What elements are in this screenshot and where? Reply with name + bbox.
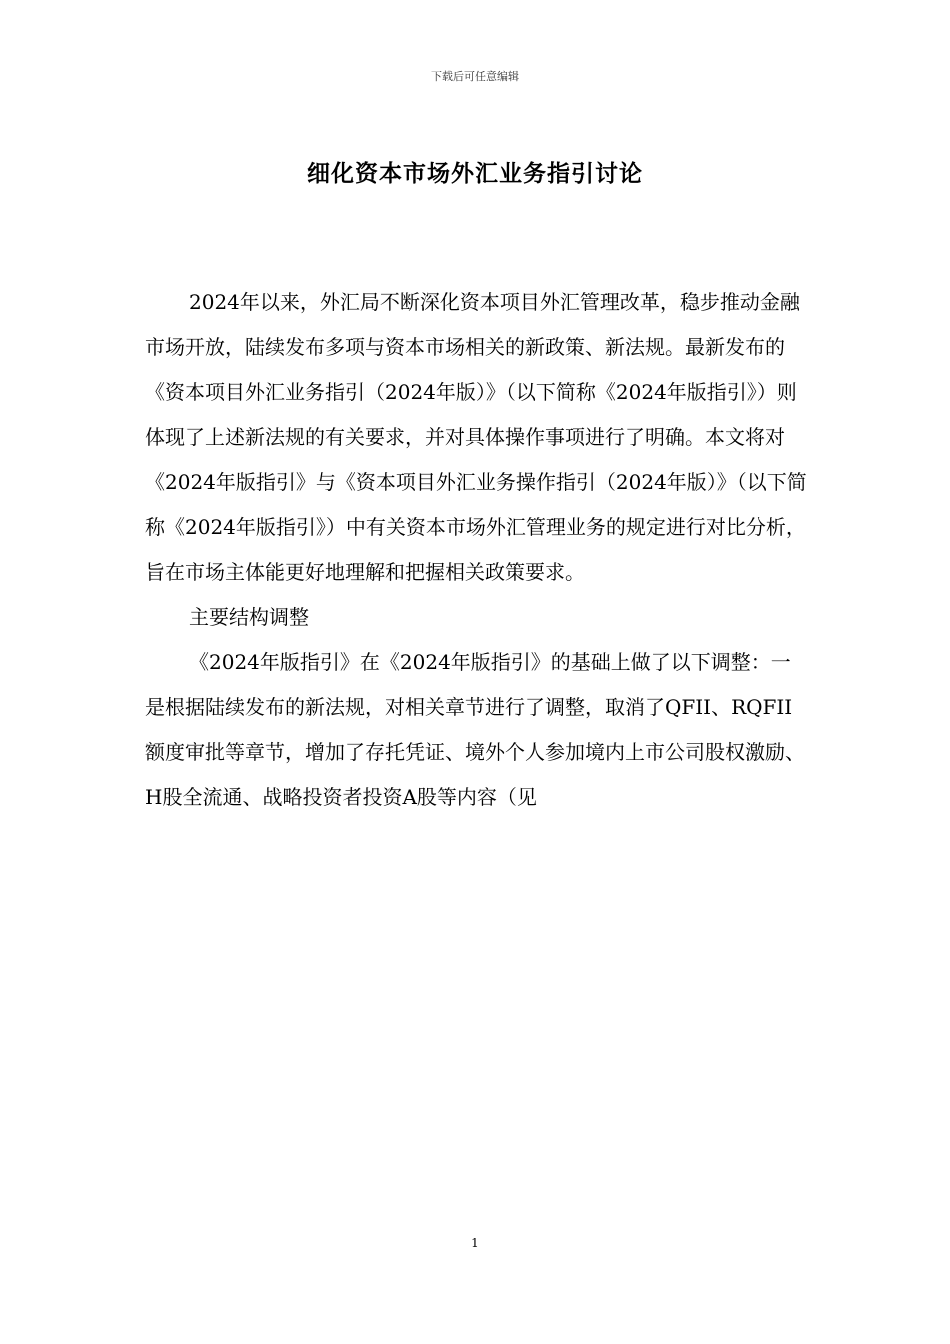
page-number: 1: [471, 1236, 479, 1250]
document-body: [145, 280, 809, 820]
document-title: 细化资本市场外汇业务指引讨论: [307, 160, 643, 187]
section-heading: 主要结构调整: [189, 605, 309, 629]
paragraph-adjustments: 《2024年版指引》在《2024年版指引》的基础上做了以下调整：一是根据陆续发布的新法规，对相关章节进行了调整，取消了QFII、RQFII额度审批等章节，增加了存托凭证、境外个人参加境内上市公司股权激励、H股全流通、战略投资者投资A股等内容（见: [145, 650, 805, 809]
header-note: 下载后可任意编辑: [431, 70, 519, 83]
paragraph-intro: 2024年以来，外汇局不断深化资本项目外汇管理改革，稳步推动金融市场开放，陆续发布多项与资本市场相关的新政策、新法规。最新发布的《资本项目外汇业务指引（2024年版）》（以下简称《2024年版指引》）则体现了上述新法规的有关要求，并对具体操作事项进行了明确。本文将对《2024年版指引》与《资本项目外汇业务操作指引（2024年版）》（以下简称《2024年版指引》）中有关资本市场外汇管理业务的规定进行对比分析，旨在市场主体能更好地理解和把握相关政策要求。: [145, 290, 807, 584]
